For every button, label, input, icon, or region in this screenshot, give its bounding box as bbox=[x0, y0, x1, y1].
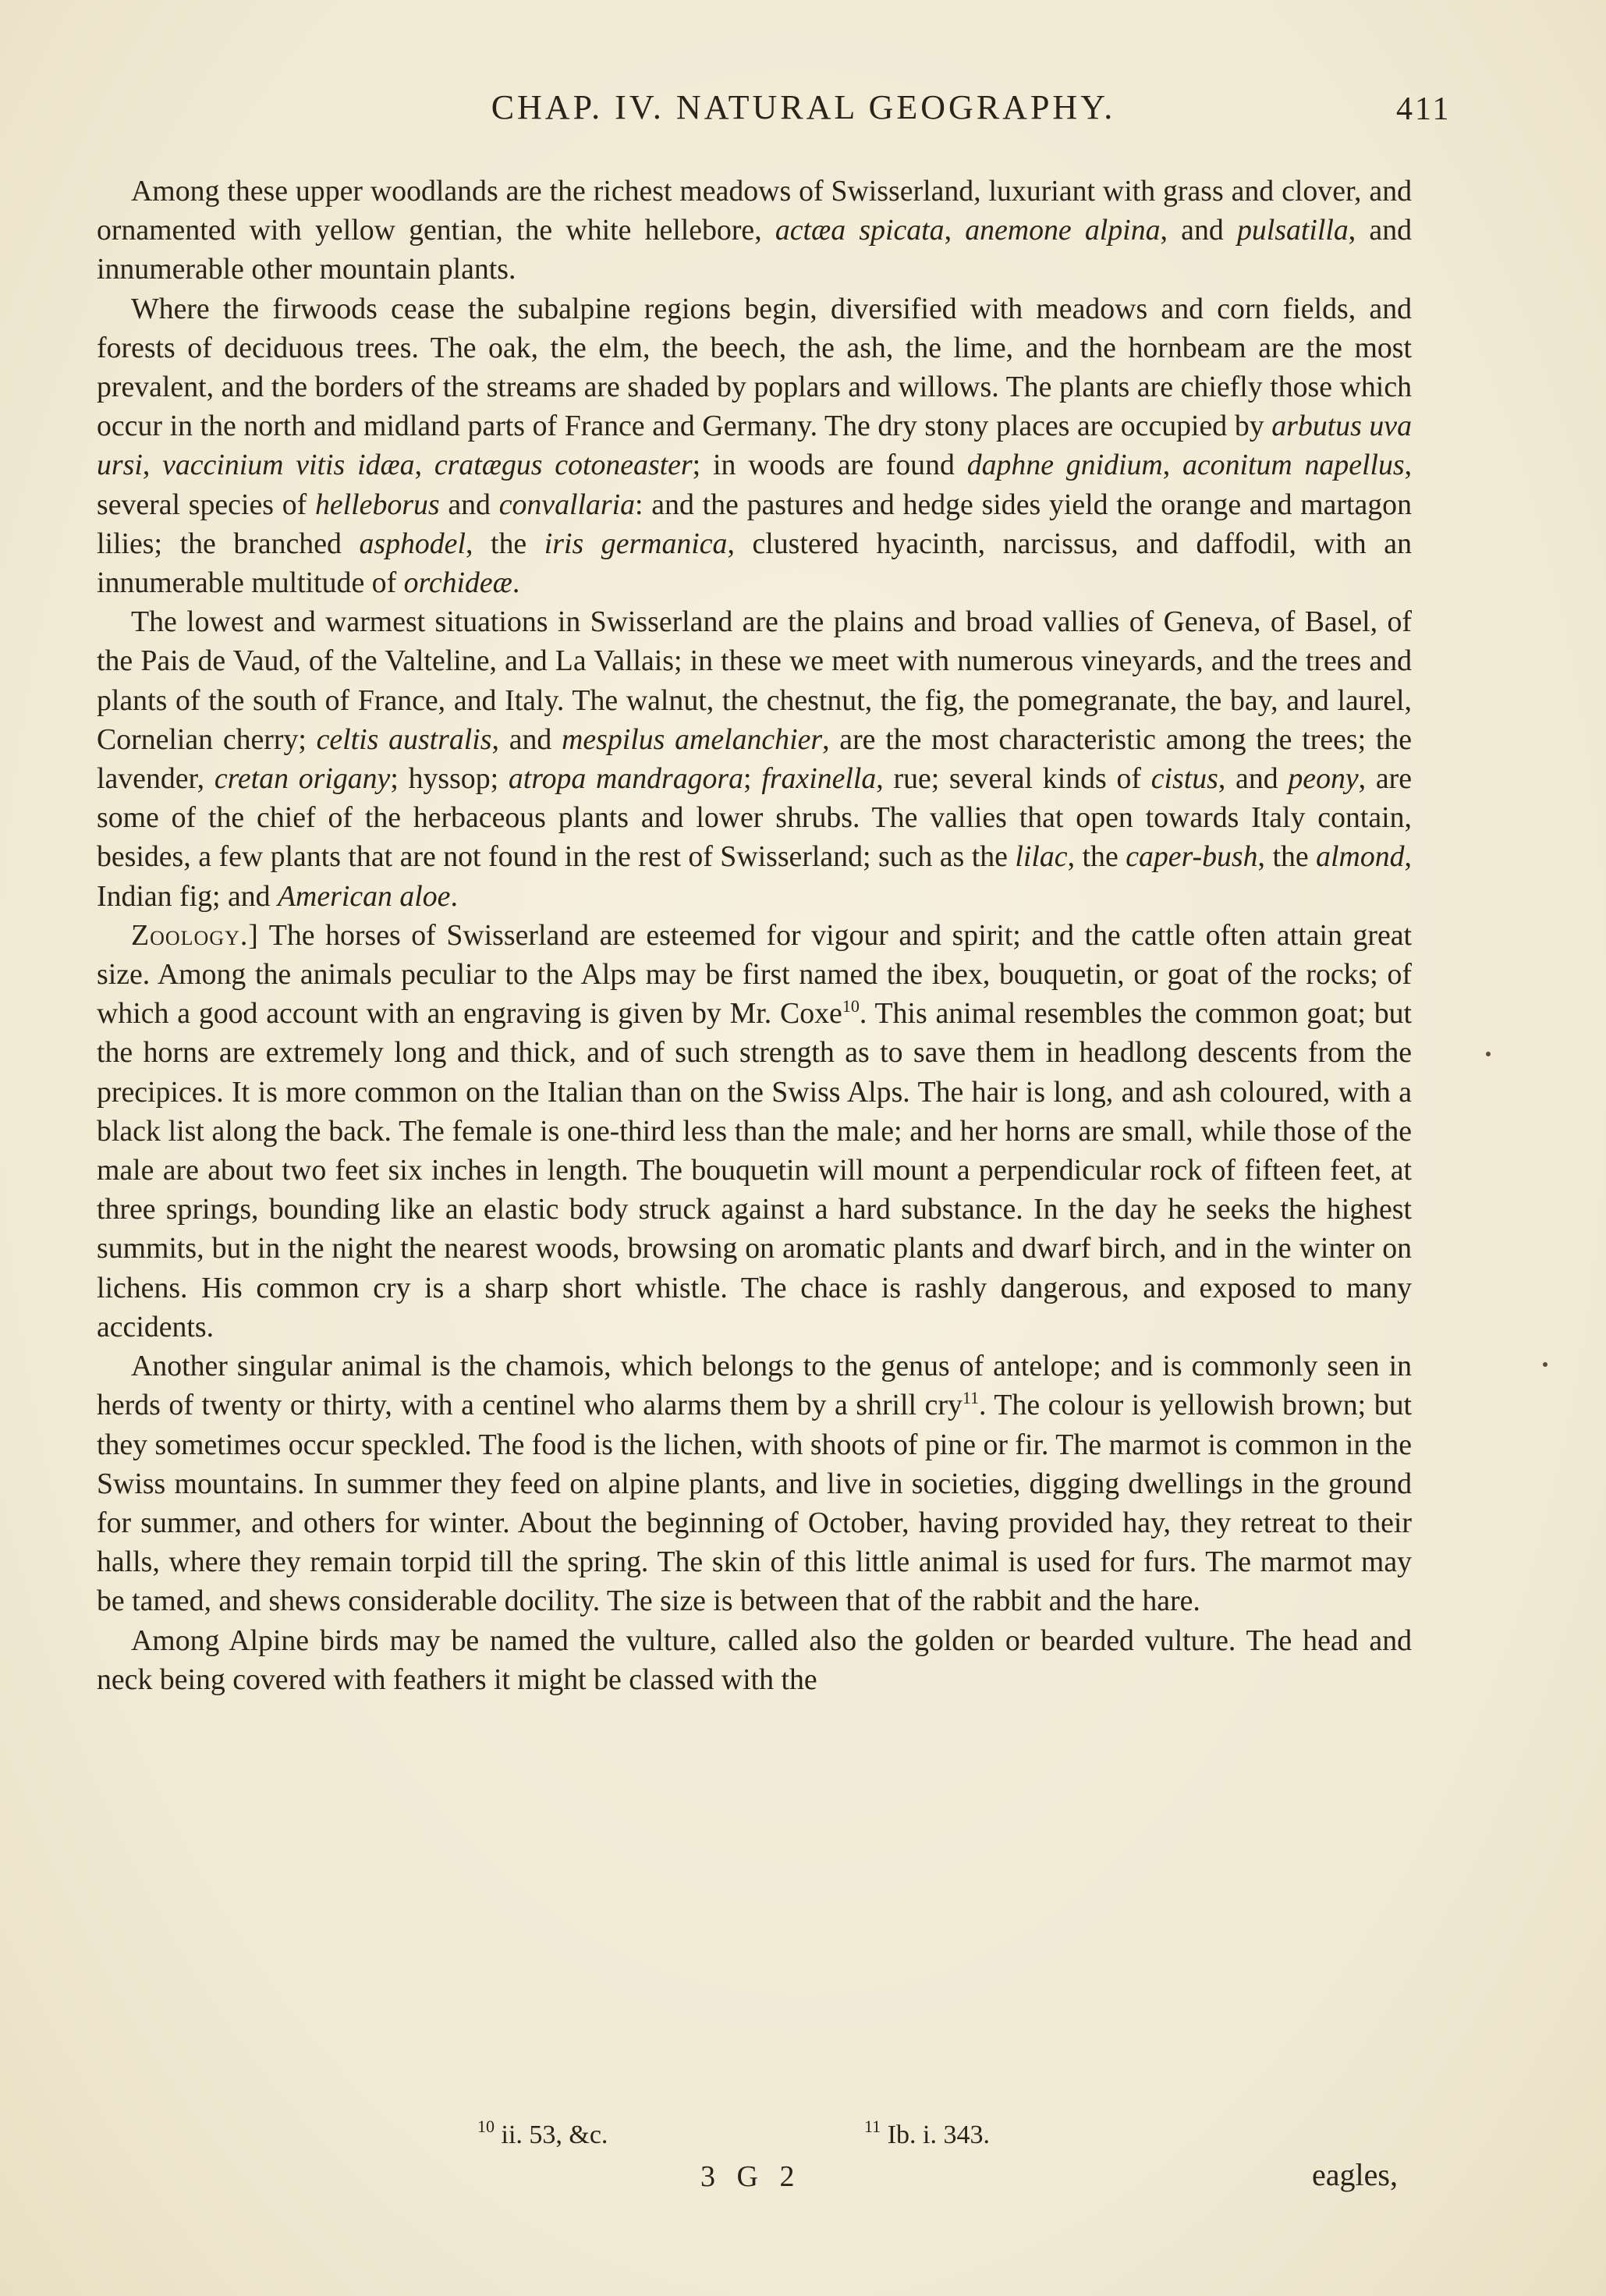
text-run: , and bbox=[491, 722, 562, 756]
paragraph-zoology bbox=[97, 916, 1412, 1347]
text-run: , Indian fig; and bbox=[97, 840, 1412, 913]
text-run: ; in woods are found bbox=[692, 449, 967, 482]
footnote-reference: 10 bbox=[842, 996, 860, 1017]
text-run: The lowest and warmest situations in Swisserland are the plains and broad vallies of Geneva, of Basel, of the Pais de Vaud, of the Valteline, and La Vallais; in these we meet with numerous vineyards, and the trees and plants of the south of France, and Italy. The walnut, the chestnut, the fig, the pomegranate, the bay, and laurel, Cornelian cherry; bbox=[97, 605, 1412, 756]
text-run: The horses of Swisserland are esteemed for vigour and spirit; and the cattle often attain great size. Among the animals peculiar to the Alps may be first named the ibex, bouquetin, or goat of the rocks; of which a good account with an engraving is given by Mr. Coxe bbox=[97, 918, 1412, 1031]
text-run: Among these upper woodlands are the richest meadows of Swisserland, luxuriant with grass and clover, and ornamented with yellow gentian, the white hellebore, bbox=[97, 175, 1412, 247]
paragraph-subalpine bbox=[97, 289, 1412, 603]
text-run: , the bbox=[1257, 840, 1317, 874]
text-run: . This animal resembles the common goat; but the horns are extremely long and thick, and of such strength as to save them in headlong descents from the precipices. It is more common on the Italian than on the Swiss Alps. The hair is long, and ash coloured, with a black list along the back. The female is one-third less than the male; and her horns are small, while those of the male are about two feet six inches in length. The bouquetin will mount a perpendicular rock of fifteen feet, at three springs, bounding like an elastic body struck against a hard substance. In the day he seeks the highest summits, but in the night the nearest woods, browsing on aromatic plants and dwarf birch, and in the winter on lichens. His common cry is a sharp short whistle. The chace is rashly dangerous, and exposed to many accidents. bbox=[97, 997, 1412, 1343]
italic-term: actæa spicata bbox=[775, 214, 945, 247]
footnote-mark: 10 bbox=[477, 2117, 495, 2136]
footnote-11 bbox=[864, 2117, 990, 2150]
text-run: . The colour is yellowish brown; but they sometimes occur speckled. The food is the lichen, with shoots of pine or fir. The marmot is common in the Swiss mountains. In summer they feed on alpine plants, and live in societies, digging dwellings in the ground for summer, and others for winter. About the beginning of October, having provided hay, they retreat to their halls, where they remain torpid till the spring. The skin of this little animal is used for furs. The marmot may be tamed, and shews considerable docility. The size is between that of the rabbit and the hare. bbox=[97, 1389, 1412, 1618]
text-run: . bbox=[512, 566, 520, 600]
italic-term: orchideæ bbox=[403, 566, 512, 600]
text-run: , are some of the chief of the herbaceous plants and lower shrubs. The vallies that open towards Italy contain, besides, a few plants that are not found in the rest of Swisserland; such as the bbox=[97, 762, 1413, 874]
italic-term: almond bbox=[1316, 840, 1405, 874]
italic-term: peony bbox=[1288, 762, 1359, 796]
text-run: Where the firwoods cease the subalpine regions begin, diversified with meadows and corn fields, and forests of deciduous trees. The oak, the elm, the beech, the ash, the lime, and the hornbeam are the most prevalent, and the borders of the streams are shaded by poplars and willows. The plants are chiefly those which occur in the north and midland parts of France and Germany. The dry stony places are occupied by bbox=[97, 292, 1412, 443]
text-run: , bbox=[414, 449, 434, 482]
italic-term: pulsatilla bbox=[1236, 214, 1349, 247]
italic-term: cistus bbox=[1150, 762, 1218, 796]
italic-term: lilac bbox=[1015, 840, 1068, 874]
running-head: CHAP. IV. NATURAL GEOGRAPHY. bbox=[491, 88, 1116, 126]
body-text bbox=[97, 172, 1412, 1699]
text-run: Among Alpine birds may be named the vulture, called also the golden or bearded vulture. The head and neck being covered with feathers it might be classed with the bbox=[97, 1624, 1412, 1696]
speck-mark bbox=[1486, 1052, 1491, 1056]
italic-term: cretan origany bbox=[214, 762, 391, 796]
footnote-text: Ib. i. 343. bbox=[887, 2120, 990, 2149]
paragraph-alpine-birds bbox=[97, 1621, 1412, 1699]
text-run: , bbox=[1162, 449, 1182, 482]
italic-term: iris germanica bbox=[544, 527, 728, 560]
italic-term: helleborus bbox=[315, 488, 440, 521]
italic-term: mespilus amelanchier bbox=[562, 722, 823, 756]
text-run: , the bbox=[1067, 840, 1126, 874]
signature-mark: 3 G 2 bbox=[700, 2160, 802, 2193]
text-run: ; hyssop; bbox=[390, 762, 509, 796]
italic-term: cratægus cotoneaster bbox=[434, 449, 693, 482]
text-run: , the bbox=[465, 527, 544, 560]
text-run: , and innumerable other mountain plants. bbox=[97, 214, 1413, 286]
italic-term: arbutus uva ursi bbox=[97, 410, 1412, 482]
text-run: . bbox=[450, 879, 458, 913]
text-run: Another singular animal is the chamois, which belongs to the genus of antelope; and is commonly seen in herds of twenty or thirty, with a centinel who alarms them by a shrill cry bbox=[97, 1350, 1412, 1422]
italic-term: convallaria bbox=[498, 488, 635, 521]
text-run: , clustered hyacinth, narcissus, and daffodil, with an innumerable multitude of bbox=[97, 527, 1412, 600]
speck-mark bbox=[1543, 1362, 1548, 1367]
paragraph-lowest-situations bbox=[97, 602, 1412, 916]
footnote-reference: 11 bbox=[962, 1388, 980, 1408]
italic-term: daphne gnidium bbox=[966, 449, 1163, 482]
footnote-10 bbox=[477, 2117, 608, 2150]
text-run: , and bbox=[1160, 214, 1237, 247]
footnote-mark: 11 bbox=[864, 2117, 881, 2136]
section-heading: Zoology.] bbox=[131, 918, 259, 952]
text-run: , bbox=[944, 214, 966, 247]
catchword: eagles, bbox=[1312, 2157, 1398, 2192]
text-run: : and the pastures and hedge sides yield the orange and martagon lilies; the branched bbox=[97, 488, 1412, 560]
italic-term: celtis australis bbox=[316, 722, 492, 756]
italic-term: asphodel bbox=[359, 527, 466, 560]
text-run: and bbox=[439, 488, 499, 521]
text-run: , bbox=[142, 449, 163, 482]
italic-term: anemone alpina bbox=[965, 214, 1161, 247]
footnote-text: ii. 53, &c. bbox=[501, 2120, 608, 2149]
page-number: 411 bbox=[1396, 91, 1452, 127]
italic-term: fraxinella bbox=[761, 762, 877, 796]
text-run: , and bbox=[1218, 762, 1289, 796]
paragraph-meadows bbox=[97, 172, 1412, 289]
italic-term: American aloe bbox=[277, 879, 451, 913]
italic-term: vaccinium vitis idæa bbox=[162, 449, 415, 482]
paragraph-chamois bbox=[97, 1347, 1412, 1620]
text-run: , rue; several kinds of bbox=[876, 762, 1151, 796]
text-run: , are the most characteristic among the trees; the lavender, bbox=[97, 722, 1413, 796]
text-run: , several species of bbox=[97, 449, 1413, 521]
italic-term: atropa mandragora bbox=[508, 762, 744, 796]
italic-term: caper-bush bbox=[1126, 840, 1258, 874]
text-run: ; bbox=[743, 762, 762, 796]
italic-term: aconitum napellus bbox=[1182, 449, 1405, 482]
